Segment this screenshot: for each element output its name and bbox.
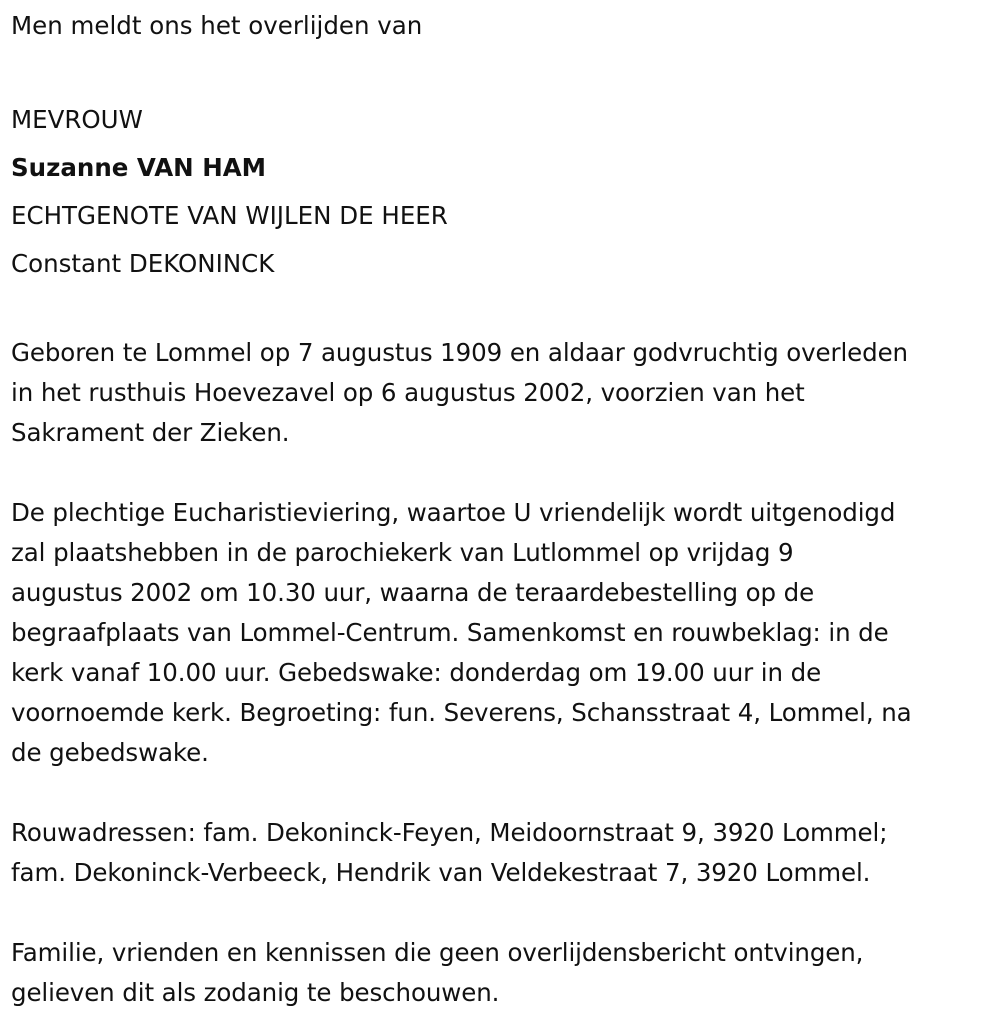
paragraph-line: kerk vanaf 10.00 uur. Gebedswake: donderdag om 19.00 uur in de [11, 658, 822, 687]
paragraph-line: augustus 2002 om 10.30 uur, waarna de teraardebestelling op de [11, 578, 815, 607]
paragraph-line: de gebedswake. [11, 738, 209, 767]
paragraph-line: begraafplaats van Lommel-Centrum. Samenkomst en rouwbeklag: in de [11, 618, 889, 647]
birth-death-paragraph [11, 333, 996, 453]
ceremony-paragraph [11, 493, 996, 773]
paragraph-line: De plechtige Eucharistieviering, waartoe U vriendelijk wordt uitgenodigd [11, 498, 896, 527]
addresses-paragraph [11, 813, 996, 893]
paragraph-line: Rouwadressen: fam. Dekoninck-Feyen, Meidoornstraat 9, 3920 Lommel; [11, 818, 888, 847]
paragraph-line: fam. Dekoninck-Verbeeck, Hendrik van Veldekestraat 7, 3920 Lommel. [11, 858, 871, 887]
paragraph-line: Sakrament der Zieken. [11, 418, 290, 447]
deceased-name: Suzanne VAN HAM [11, 153, 267, 182]
paragraph-line: Familie, vrienden en kennissen die geen overlijdensbericht ontvingen, [11, 938, 864, 967]
paragraph-line: gelieven dit als zodanig te beschouwen. [11, 978, 500, 1007]
spouse-name: Constant DEKONINCK [11, 249, 275, 278]
paragraph-line: Geboren te Lommel op 7 augustus 1909 en aldaar godvruchtig overleden [11, 338, 908, 367]
paragraph-line: voornoemde kerk. Begroeting: fun. Severens, Schansstraat 4, Lommel, na [11, 698, 912, 727]
closing-paragraph [11, 933, 996, 1013]
paragraph-line: in het rusthuis Hoevezavel op 6 augustus 2002, voorzien van het [11, 378, 805, 407]
paragraph-line: zal plaatshebben in de parochiekerk van Lutlommel op vrijdag 9 [11, 538, 794, 567]
intro-text: Men meldt ons het overlijden van [11, 11, 423, 40]
death-notice [11, 0, 996, 1013]
relation-text: ECHTGENOTE VAN WIJLEN DE HEER [11, 201, 448, 230]
honorific: MEVROUW [11, 105, 143, 134]
deceased-heading [11, 96, 996, 288]
